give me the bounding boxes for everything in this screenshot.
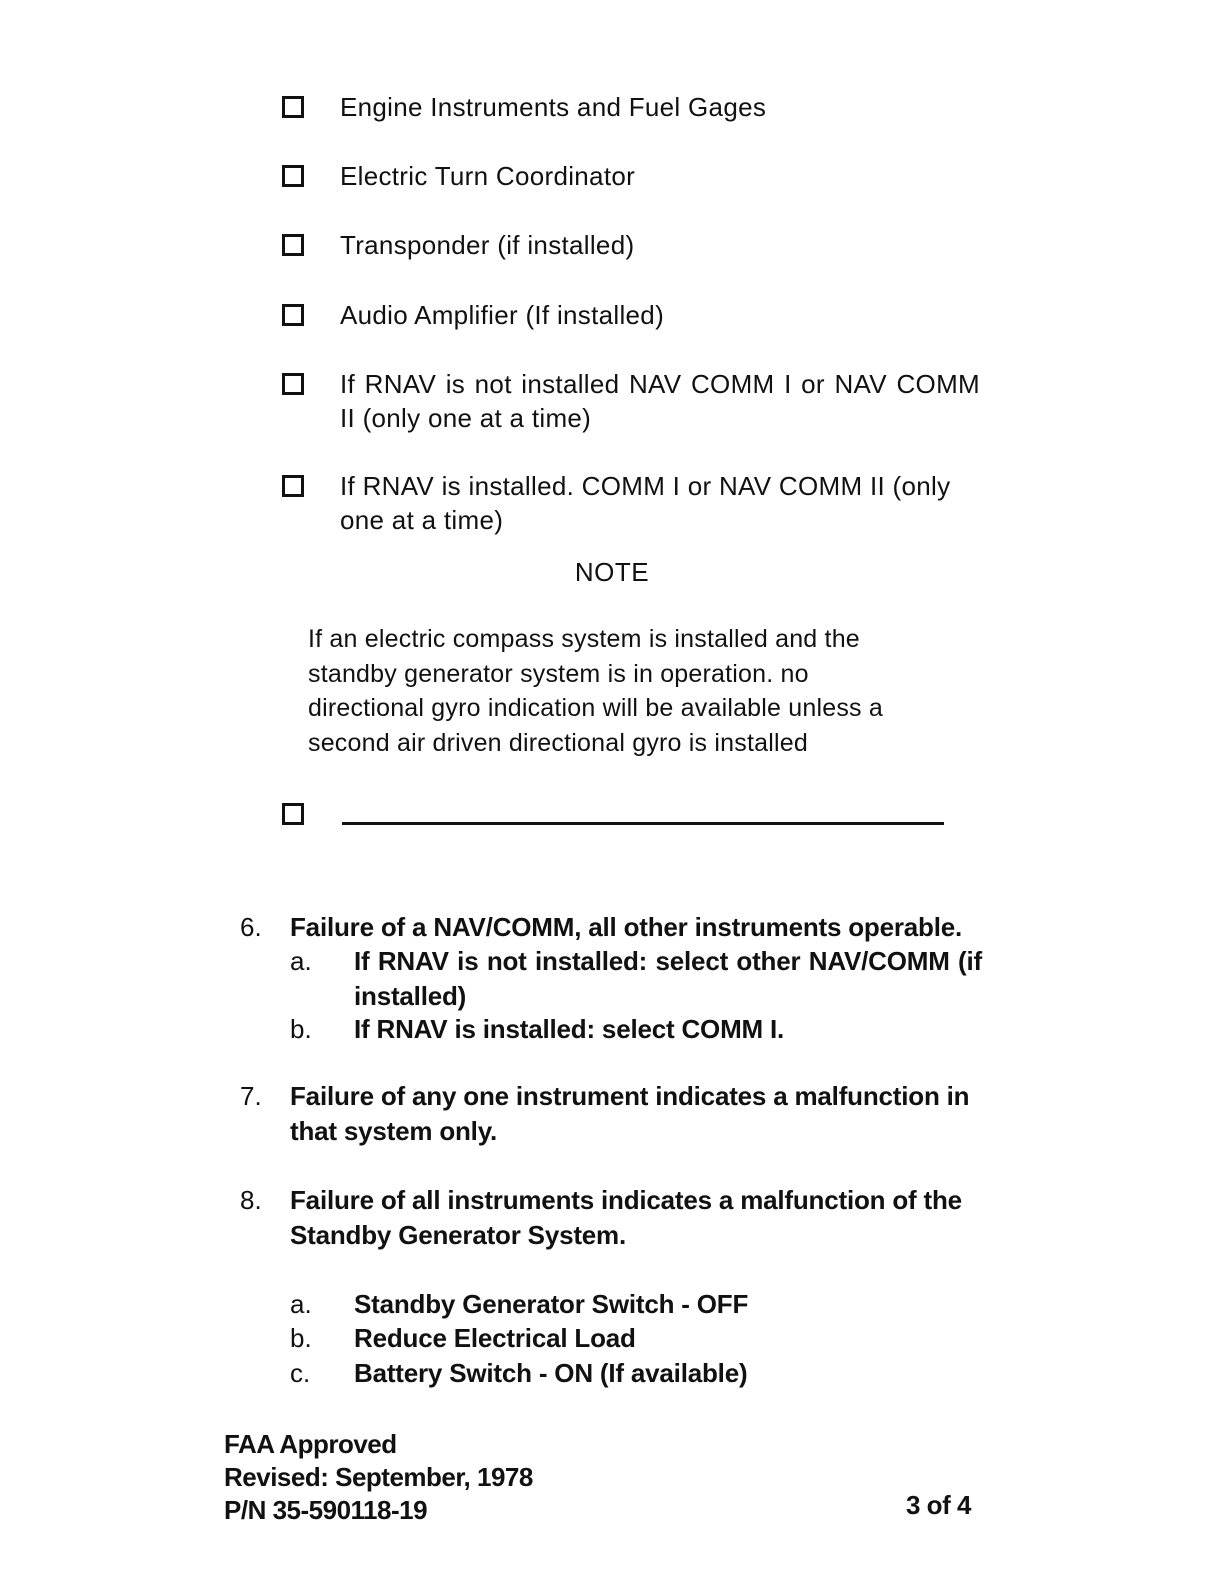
subitem-letter: c.	[290, 1358, 311, 1388]
procedure-text: Failure of all instruments indicates a malfunction of the Standby Generator System.	[290, 1185, 962, 1250]
subitem-text: If RNAV is installed: select COMM I.	[354, 1014, 785, 1044]
subitem-letter: a.	[290, 1289, 312, 1319]
procedure-number: 8.	[240, 1185, 262, 1215]
checkbox[interactable]	[282, 803, 304, 825]
checklist-item-label: If RNAV is installed. COMM I or NAV COMM II (only one at a time)	[340, 471, 951, 535]
page-number: 3 of 4	[906, 1490, 971, 1520]
subitem-text: If RNAV is not installed: select other NAV/COMM (if installed)	[354, 946, 982, 1011]
checklist-item-label: If RNAV is not installed NAV COMM I or NAV COMM II (only one at a time)	[340, 369, 980, 433]
subitem-letter: b.	[290, 1014, 312, 1044]
checkbox[interactable]	[282, 304, 304, 326]
checkbox[interactable]	[282, 96, 304, 118]
checklist-item-label: Engine Instruments and Fuel Gages	[340, 92, 767, 122]
subitem-text: Standby Generator Switch - OFF	[354, 1289, 749, 1319]
checklist-item-label: Transponder (if installed)	[340, 230, 635, 260]
blank-write-in-line	[342, 822, 944, 825]
subitem-text: Reduce Electrical Load	[354, 1323, 636, 1353]
checklist-item-label: Audio Amplifier (If installed)	[340, 300, 665, 330]
part-number: P/N 35-590118-19	[224, 1495, 428, 1525]
subitem-text: Battery Switch - ON (If available)	[354, 1358, 748, 1388]
revision-date: Revised: September, 1978	[224, 1462, 533, 1492]
subitem-letter: a.	[290, 946, 312, 976]
checkbox[interactable]	[282, 234, 304, 256]
checkbox[interactable]	[282, 475, 304, 497]
faa-approval: FAA Approved	[224, 1429, 397, 1459]
procedure-text: Failure of a NAV/COMM, all other instruments operable.	[290, 912, 963, 942]
procedure-text: Failure of any one instrument indicates a malfunction in that system only.	[290, 1081, 970, 1146]
procedure-number: 7.	[240, 1081, 262, 1111]
subitem-letter: b.	[290, 1323, 312, 1353]
note-body: If an electric compass system is installed and the standby generator system is in operation. no directional gyro indication will be available unless a second air driven directional gyro is installed	[308, 625, 884, 757]
checkbox[interactable]	[282, 165, 304, 187]
note-title: NOTE	[574, 557, 650, 587]
procedure-number: 6.	[240, 912, 262, 942]
footer-block	[224, 1428, 533, 1527]
checkbox[interactable]	[282, 373, 304, 395]
checklist-item-label: Electric Turn Coordinator	[340, 161, 636, 191]
